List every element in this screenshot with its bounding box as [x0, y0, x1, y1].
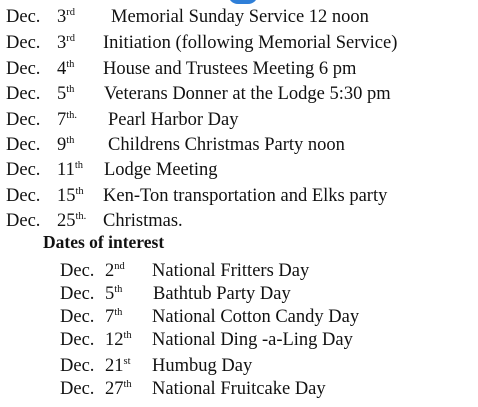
event-day: $25^{th.}$: [57, 211, 87, 232]
event-day: 11th: [57, 160, 83, 181]
event-month: Dec.: [6, 59, 41, 80]
event-day: 4th: [57, 59, 75, 80]
interest-text: Humbug Day: [152, 356, 253, 377]
event-text: Pearl Harbor Day: [108, 110, 239, 131]
interest-day: 12th: [105, 330, 132, 351]
event-day: 15th: [57, 186, 84, 207]
section-heading: Dates of interest: [43, 232, 165, 252]
interest-row: [60, 374, 326, 400]
event-row: [6, 206, 183, 232]
event-row: [6, 28, 397, 54]
event-day: 9th: [57, 135, 75, 156]
event-day: 3rd: [57, 7, 75, 28]
interest-month: Dec.: [60, 261, 95, 282]
event-month: Dec.: [6, 84, 41, 105]
interest-month: Dec.: [60, 379, 95, 400]
event-month: Dec.: [6, 160, 41, 181]
event-month: Dec.: [6, 7, 41, 28]
event-month: Dec.: [6, 110, 41, 131]
event-text: Ken-Ton transportation and Elks party: [103, 186, 388, 207]
interest-month: Dec.: [60, 356, 95, 377]
interest-month: Dec.: [60, 307, 95, 328]
interest-text: National Cotton Candy Day: [152, 307, 360, 328]
event-text: Childrens Christmas Party noon: [108, 135, 345, 156]
interest-row: [60, 325, 353, 351]
event-text: Veterans Donner at the Lodge 5:30 pm: [104, 84, 391, 105]
interest-day: 27th: [105, 379, 132, 400]
interest-day: 21st: [105, 356, 131, 377]
event-row: [6, 105, 238, 131]
interest-text: National Fruitcake Day: [152, 379, 326, 400]
event-day: 5th: [57, 84, 75, 105]
event-row: [6, 155, 218, 181]
event-month: Dec.: [6, 135, 41, 156]
event-day: $7^{th.}$: [57, 110, 78, 131]
interest-day: 5th: [105, 284, 123, 305]
event-text: Lodge Meeting: [104, 160, 218, 181]
event-text: Christmas.: [103, 211, 183, 232]
interest-day: 2nd: [105, 261, 125, 282]
event-row: [6, 130, 345, 156]
event-month: Dec.: [6, 33, 41, 54]
event-text: Memorial Sunday Service 12 noon: [111, 7, 369, 28]
interest-text: National Fritters Day: [152, 261, 310, 282]
event-day: 3rd: [57, 33, 75, 54]
event-month: Dec.: [6, 186, 41, 207]
event-text: House and Trustees Meeting 6 pm: [103, 59, 357, 80]
interest-month: Dec.: [60, 284, 95, 305]
interest-text: National Ding -a-Ling Day: [152, 330, 353, 351]
event-row: [6, 2, 369, 28]
event-text: Initiation (following Memorial Service): [103, 33, 398, 54]
event-month: Dec.: [6, 211, 41, 232]
event-row: [6, 54, 356, 80]
interest-day: 7th: [105, 307, 123, 328]
event-row: [6, 79, 391, 105]
interest-text: Bathtub Party Day: [153, 284, 291, 305]
interest-month: Dec.: [60, 330, 95, 351]
event-row: [6, 181, 387, 207]
